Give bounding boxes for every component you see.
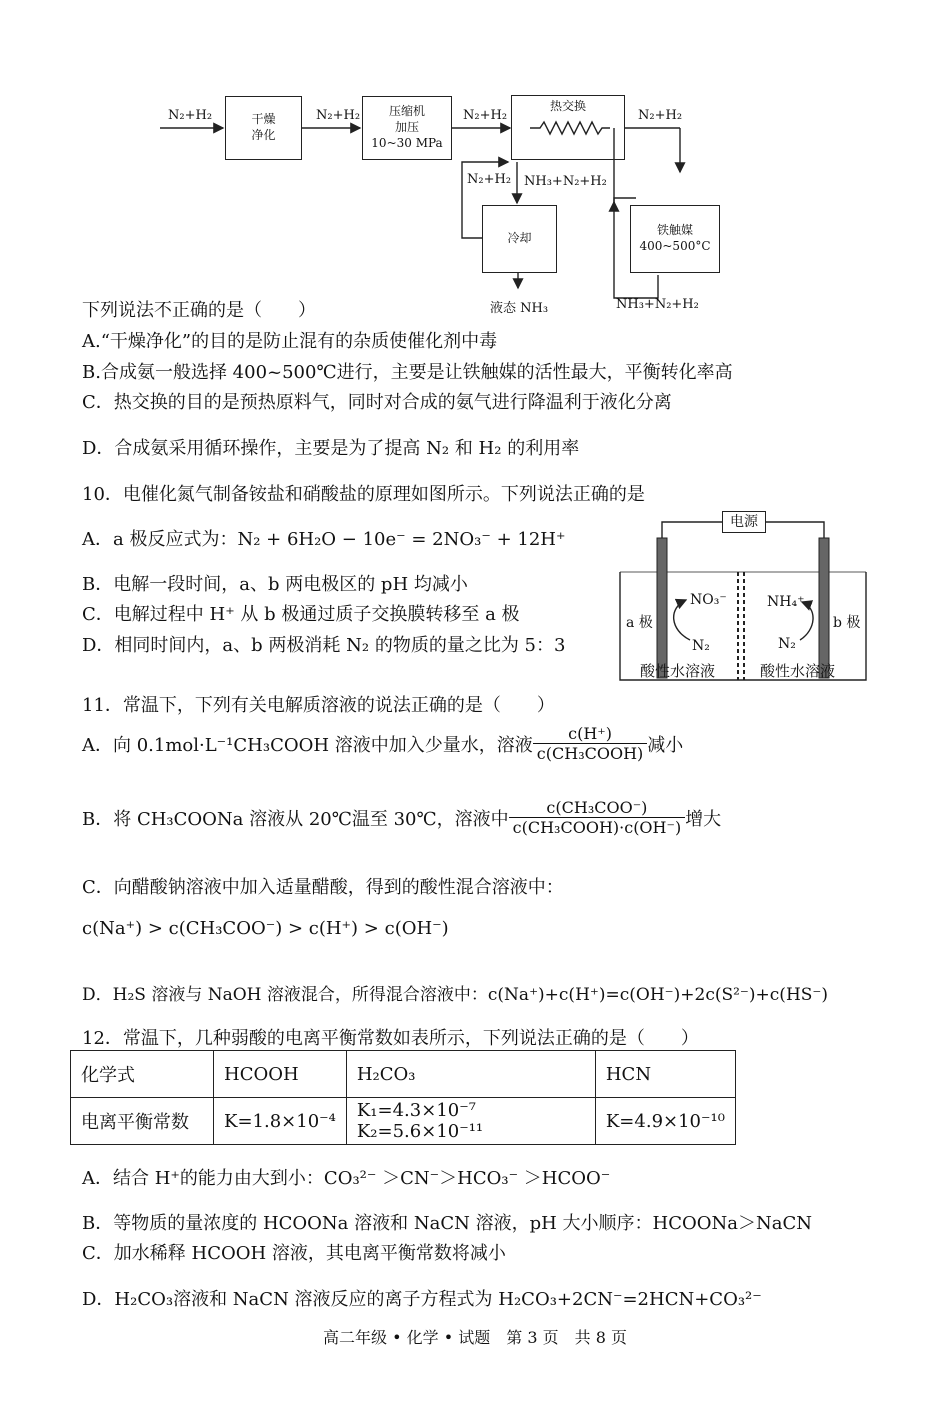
page-footer: 高二年级 • 化学 • 试题 第 3 页 共 8 页 xyxy=(323,1328,627,1347)
power-source-label: 电源 xyxy=(730,514,758,530)
dry-line2: 净化 xyxy=(251,128,276,142)
table-cell: K₁=4.3×10⁻⁷ K₂=5.6×10⁻¹¹ xyxy=(346,1098,595,1145)
power-source-box xyxy=(722,511,766,533)
ammonium-label: NH₄⁺ xyxy=(767,594,805,610)
q11-option-b xyxy=(82,798,721,837)
compressor-line1: 压缩机 xyxy=(388,104,425,118)
q12-option-a: A．结合 H⁺的能力由大到小：CO₃²⁻ ＞CN⁻＞HCO₃⁻ ＞HCOO⁻ xyxy=(82,1168,611,1189)
nitrate-label: NO₃⁻ xyxy=(690,592,727,608)
dried-gas-label: N₂+H₂ xyxy=(316,108,361,123)
q10-option-b: B．电解一段时间，a、b 两电极区的 pH 均减小 xyxy=(82,574,468,595)
q12-option-c: C．加水稀释 HCOOH 溶液，其电离平衡常数将减小 xyxy=(82,1243,506,1264)
q11-b-fraction xyxy=(509,798,686,837)
q11-stem: 11．常温下，下列有关电解质溶液的说法正确的是（ ） xyxy=(82,695,555,716)
q9-option-b: B.合成氨一般选择 400~500℃进行，主要是让铁触媒的活性最大，平衡转化率高 xyxy=(82,362,733,383)
liquid-ammonia-label: 液态 NH₃ xyxy=(490,301,549,316)
cathode-b-label: b 极 xyxy=(833,615,861,631)
compressor-line3: 10~30 MPa xyxy=(371,136,443,150)
q11-a-numerator: c(H⁺) xyxy=(533,724,647,744)
q11-option-d: D．H₂S 溶液与 NaOH 溶液混合，所得混合溶液中：c(Na⁺)+c(H⁺)=c(OH⁻)+2c(S²⁻)+c(HS⁻) xyxy=(82,985,829,1005)
table-header-row xyxy=(71,1051,736,1098)
q11-b-denominator: c(CH₃COOH)·c(OH⁻) xyxy=(512,818,682,837)
recycle-gas-label: N₂+H₂ xyxy=(467,172,512,187)
catalyst-line1: 铁触媒 xyxy=(656,223,693,237)
q11-b-numerator: c(CH₃COO⁻) xyxy=(509,798,686,818)
cell-lines xyxy=(0,0,950,700)
q11-a-fraction xyxy=(533,724,647,763)
q11-a-text: A．向 0.1mol·L⁻¹CH₃COOH 溶液中加入少量水，溶液 xyxy=(82,734,533,756)
mixed-gas-label-1: NH₃+N₂+H₂ xyxy=(524,174,607,189)
table-header-cell: H₂CO₃ xyxy=(346,1051,595,1098)
q9-option-a: A.“干燥净化”的目的是防止混有的杂质使催化剂中毒 xyxy=(82,331,498,352)
q9-option-d: D．合成氨采用循环操作，主要是为了提高 N₂ 和 H₂ 的利用率 xyxy=(82,438,580,459)
feed-gas-label: N₂+H₂ xyxy=(168,108,213,123)
table-cell: 电离平衡常数 xyxy=(71,1098,214,1145)
q11-b-text: B．将 CH₃COONa 溶液从 20℃温至 30℃，溶液中 xyxy=(82,808,509,830)
n2-right-label: N₂ xyxy=(778,636,796,652)
q10-option-a: A．a 极反应式为：N₂ + 6H₂O − 10e⁻ = 2NO₃⁻ + 12H⁺ xyxy=(82,529,566,550)
q11-b-conclusion: 增大 xyxy=(685,808,722,830)
q12-stem: 12．常温下，几种弱酸的电离平衡常数如表所示，下列说法正确的是（ ） xyxy=(82,1028,699,1049)
table-cell: K=1.8×10⁻⁴ xyxy=(214,1098,347,1145)
outlet-gas-label: N₂+H₂ xyxy=(638,108,683,123)
n2-left-label: N₂ xyxy=(692,638,710,654)
table-row xyxy=(71,1098,736,1145)
q11-a-conclusion: 减小 xyxy=(647,734,684,756)
q9-stem: 下列说法不正确的是（ ） xyxy=(82,300,316,321)
heat-exchange-label: 热交换 xyxy=(549,99,586,113)
anode-a-label: a 极 xyxy=(626,615,653,631)
ionization-constant-table xyxy=(70,1050,736,1145)
q10-option-d: D．相同时间内，a、b 两极消耗 N₂ 的物质的量之比为 5：3 xyxy=(82,635,566,656)
table-cell: K=4.9×10⁻¹⁰ xyxy=(595,1098,735,1145)
q11-option-c-equation: c(Na⁺) > c(CH₃COO⁻) > c(H⁺) > c(OH⁻) xyxy=(82,918,449,939)
q9-option-c: C．热交换的目的是预热原料气，同时对合成的氨气进行降温利于液化分离 xyxy=(82,392,672,413)
q10-stem: 10．电催化氮气制备铵盐和硝酸盐的原理如图所示。下列说法正确的是 xyxy=(82,484,645,505)
catalyst-line2: 400~500°C xyxy=(639,239,711,253)
right-solution-label: 酸性水溶液 xyxy=(760,662,836,680)
q12-option-d: D．H₂CO₃溶液和 NaCN 溶液反应的离子方程式为 H₂CO₃+2CN⁻=2HCN+CO₃²⁻ xyxy=(82,1289,762,1310)
q11-option-c: C．向醋酸钠溶液中加入适量醋酸，得到的酸性混合溶液中： xyxy=(82,877,564,898)
left-solution-label: 酸性水溶液 xyxy=(640,662,716,680)
q11-a-denominator: c(CH₃COOH) xyxy=(536,744,644,763)
table-header-cell: HCOOH xyxy=(214,1051,347,1098)
mixed-gas-label-2: NH₃+N₂+H₂ xyxy=(616,297,699,312)
compressor-line2: 加压 xyxy=(394,120,419,134)
table-header-cell: HCN xyxy=(595,1051,735,1098)
q11-option-a xyxy=(82,724,683,763)
dry-line1: 干燥 xyxy=(251,112,276,126)
table-header-cell: 化学式 xyxy=(71,1051,214,1098)
compressed-gas-label: N₂+H₂ xyxy=(463,108,508,123)
cooler-label: 冷却 xyxy=(507,231,532,245)
q10-option-c: C．电解过程中 H⁺ 从 b 极通过质子交换膜转移至 a 极 xyxy=(82,604,520,625)
q12-option-b: B．等物质的量浓度的 HCOONa 溶液和 NaCN 溶液，pH 大小顺序：HCOONa＞NaCN xyxy=(82,1213,812,1234)
